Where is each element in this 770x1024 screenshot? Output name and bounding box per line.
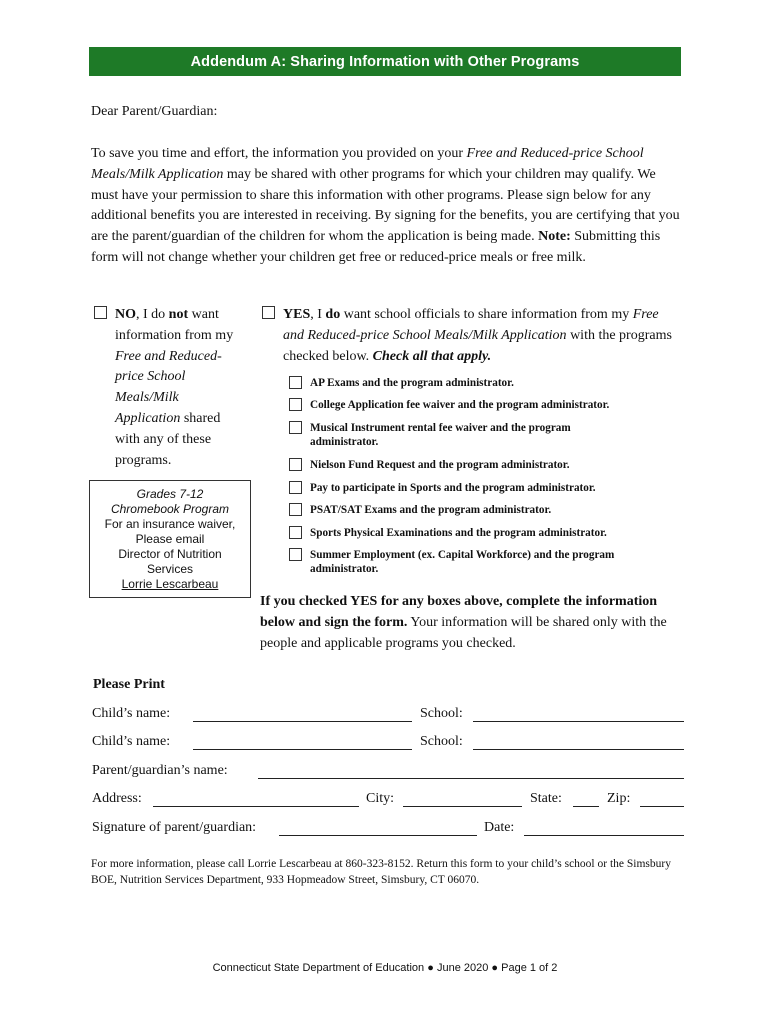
- program-label-nielson-fund: Nielson Fund Request and the program administrator.: [310, 459, 570, 471]
- program-checkbox-ap-exams[interactable]: [289, 376, 302, 389]
- child-name-input-1[interactable]: [193, 721, 412, 722]
- check-all-instruction: Check all that apply.: [372, 348, 492, 364]
- yes-do: do: [325, 307, 341, 322]
- yes-text-2: want school officials to share information from my: [340, 307, 633, 322]
- parent-name-label: Parent/guardian’s name:: [92, 763, 228, 778]
- note-label: Note:: [538, 229, 571, 245]
- date-input[interactable]: [524, 835, 684, 836]
- infobox-line: Please email: [135, 532, 205, 546]
- child-name-label-2: Child’s name:: [92, 734, 171, 749]
- school-input-1[interactable]: [473, 721, 684, 722]
- zip-label: Zip:: [607, 791, 631, 806]
- signature-input[interactable]: [279, 835, 477, 836]
- program-checkbox-musical-instrument[interactable]: [289, 421, 302, 434]
- contact-information: For more information, please call Lorrie Lescarbeau at 860-323-8152. Return this form to your child’s school or the Simsbury BOE, Nutrition Services Department, 933 Hopmeadow Street, Simsbury, CT 06070.: [91, 858, 671, 886]
- program-label-summer-employment: Summer Employment (ex. Capital Workforce) and the program administrator.: [310, 549, 615, 575]
- no-text-1: , I do: [136, 307, 169, 322]
- intro-text-1: To save you time and effort, the information you provided on your: [91, 146, 467, 161]
- program-checkbox-psat-sat[interactable]: [289, 503, 302, 516]
- child-name-label-1: Child’s name:: [92, 706, 171, 721]
- intro-application-name: Free and Reduced-price School Meals/Milk Application: [91, 146, 644, 182]
- completion-instructions-bold: If you checked YES for any boxes above, complete the information below and sign the form.: [260, 594, 658, 630]
- parent-name-input[interactable]: [258, 778, 684, 779]
- footer-date: June 2020: [436, 962, 489, 974]
- program-label-college-application: College Application fee waiver and the program administrator.: [310, 399, 610, 411]
- footer-org: Connecticut State Department of Education: [212, 962, 425, 974]
- state-label: State:: [530, 791, 562, 806]
- program-label-sports-pay: Pay to participate in Sports and the program administrator.: [310, 482, 596, 494]
- child-name-input-2[interactable]: [193, 749, 412, 750]
- yes-label: YES: [283, 307, 311, 322]
- please-print-heading: Please Print: [93, 677, 165, 692]
- school-input-2[interactable]: [473, 749, 684, 750]
- completion-instructions-rest: Your information will be shared only with the people and applicable programs you checked.: [260, 614, 667, 651]
- intro-text-2: may be shared with other programs for which your children may qualify. We must have your permission to share this information with other programs. Please sign below for any additional benefits you are interested in receiving. By signing for the benefits, you are certifying that you are the parent/guardian of the children for whom the application is being made.: [91, 166, 680, 245]
- program-checkbox-nielson-fund[interactable]: [289, 458, 302, 471]
- greeting: Dear Parent/Guardian:: [91, 104, 218, 119]
- yes-text-1: , I: [310, 307, 326, 322]
- program-checkbox-sports-physical[interactable]: [289, 526, 302, 539]
- yes-application-name: Free and Reduced-price School Meals/Milk Application: [283, 307, 659, 343]
- no-checkbox[interactable]: [94, 306, 107, 319]
- intro-paragraph: [91, 144, 681, 269]
- program-label-sports-physical: Sports Physical Examinations and the program administrator.: [310, 527, 607, 539]
- program-label-ap-exams: AP Exams and the program administrator.: [310, 377, 514, 389]
- contact-name-link[interactable]: Lorrie Lescarbeau: [121, 577, 219, 591]
- infobox-line: Chromebook Program: [110, 502, 230, 516]
- no-label: NO: [115, 307, 136, 322]
- school-label-2: School:: [420, 734, 463, 749]
- chromebook-info-box: [89, 480, 251, 598]
- bullet-icon: ●: [491, 962, 499, 974]
- no-text-2: want information from my: [115, 307, 234, 343]
- program-label-musical-instrument: Musical Instrument rental fee waiver and the program administrator.: [310, 422, 571, 448]
- yes-option-text: [283, 305, 683, 367]
- infobox-line: Director of Nutrition: [118, 547, 222, 561]
- program-checkbox-summer-employment[interactable]: [289, 548, 302, 561]
- page-title-banner: [89, 47, 681, 76]
- program-checkbox-college-application[interactable]: [289, 398, 302, 411]
- no-not: not: [168, 307, 189, 322]
- city-label: City:: [366, 791, 395, 806]
- completion-instructions: [260, 592, 680, 654]
- infobox-line: Grades 7-12: [136, 487, 204, 501]
- state-input[interactable]: [573, 806, 599, 807]
- date-label: Date:: [484, 820, 515, 835]
- no-application-name: Free and Reduced-price School Meals/Milk Application: [115, 348, 222, 426]
- page-number: Page 1 of 2: [501, 962, 558, 974]
- school-label-1: School:: [420, 706, 463, 721]
- program-checkbox-sports-pay[interactable]: [289, 481, 302, 494]
- infobox-line: For an insurance waiver,: [104, 517, 236, 531]
- zip-input[interactable]: [640, 806, 684, 807]
- infobox-line: Services: [146, 562, 193, 576]
- yes-checkbox[interactable]: [262, 306, 275, 319]
- address-input[interactable]: [153, 806, 359, 807]
- signature-label: Signature of parent/guardian:: [92, 820, 257, 835]
- bullet-icon: ●: [427, 962, 434, 974]
- no-text-3: shared with any of these programs.: [115, 410, 221, 468]
- address-label: Address:: [92, 791, 142, 806]
- no-option-text: [115, 305, 245, 471]
- page-title: Addendum A: Sharing Information with Other Programs: [190, 53, 580, 70]
- yes-text-3: with the programs checked below.: [283, 327, 672, 364]
- intro-text-3: Submitting this form will not change whether your children get free or reduced-price meals or free milk.: [91, 229, 661, 265]
- page-footer: [0, 962, 770, 974]
- program-label-psat-sat: PSAT/SAT Exams and the program administrator.: [310, 504, 552, 516]
- city-input[interactable]: [403, 806, 522, 807]
